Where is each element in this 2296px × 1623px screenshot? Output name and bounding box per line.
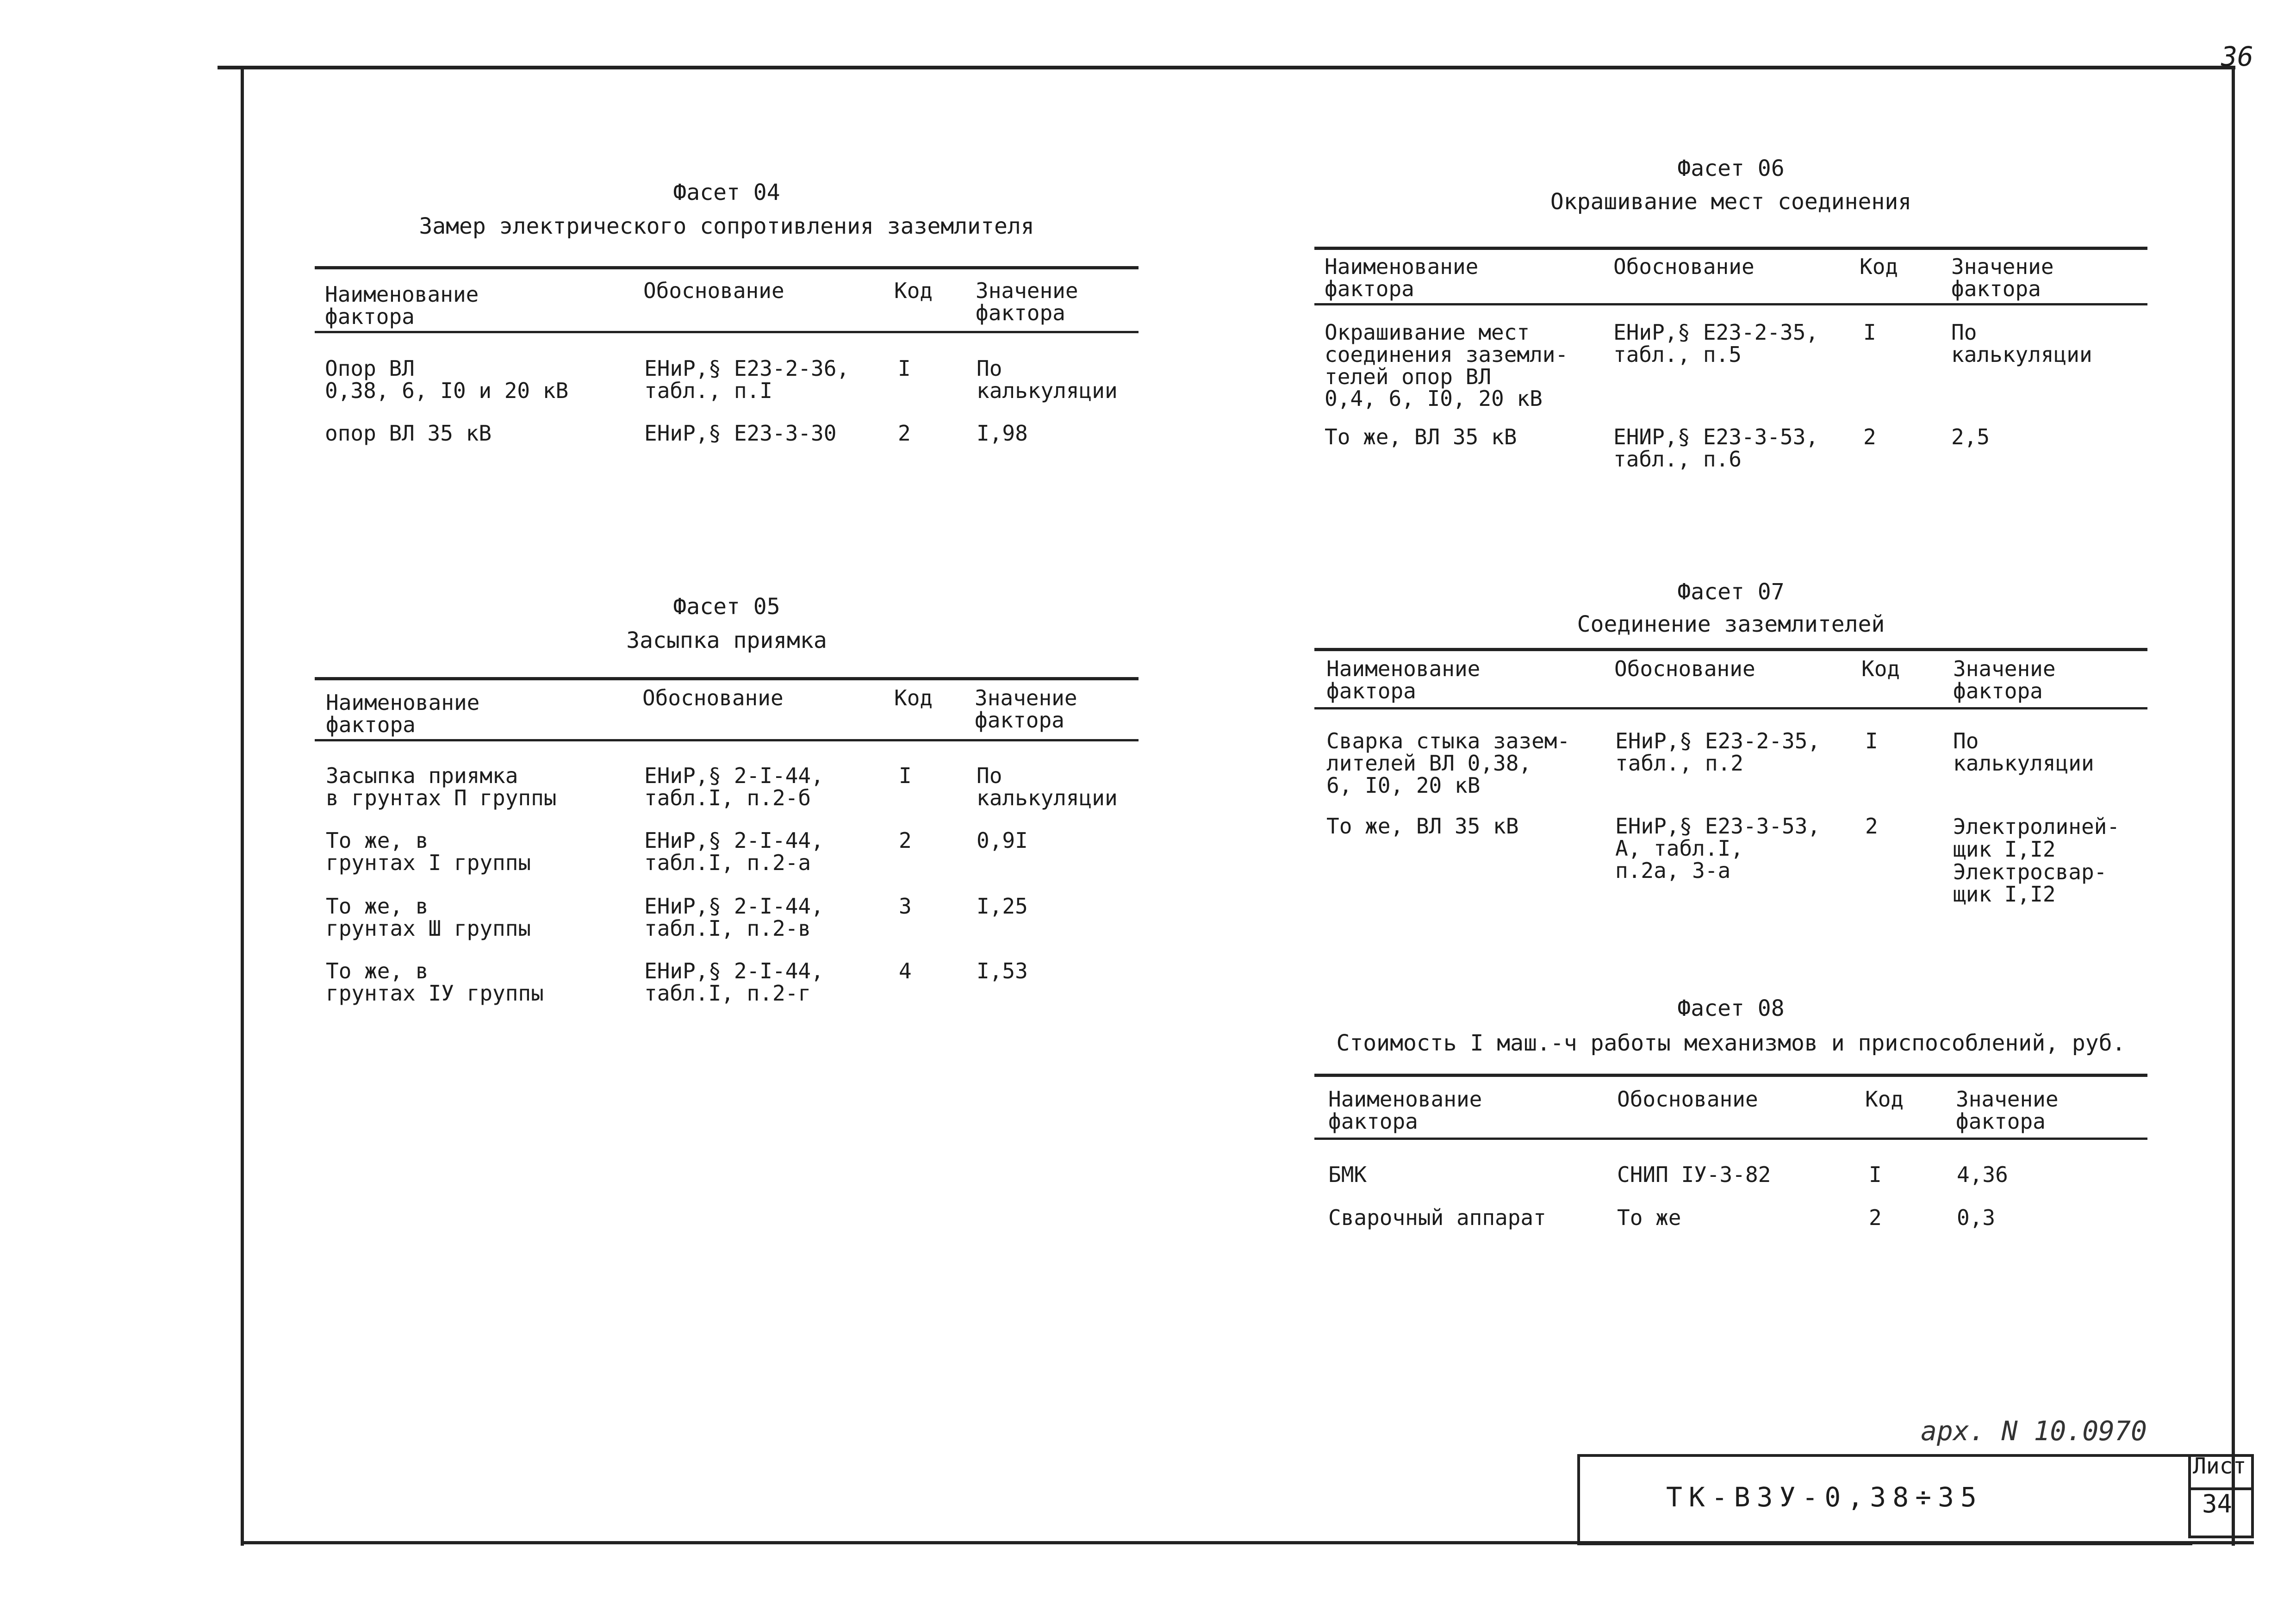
facet07-subtitle: Соединение заземлителей [1577,611,1885,637]
header-value: Значение фактора [1956,1087,2059,1134]
header-name: Наименование фактора [1328,1087,1482,1134]
facet05-title: Фасет 05 [673,594,780,620]
row-basis: ЕНиР,§ Е23-3-30 [644,421,837,446]
facet04-table [315,266,1139,460]
row-name: Сварка стыка зазем- лителей ВЛ 0,38, 6, I0, 20 кВ [1326,728,1570,798]
row-basis: ЕНиР,§ Е23-2-36, табл., п.I [644,356,850,403]
facet07-title: Фасет 07 [1677,579,1785,605]
page-number-top: 36 [2221,41,2253,72]
row-code: 4 [899,958,912,983]
row-name: Сварочный аппарат [1328,1205,1546,1230]
row-code: 2 [899,828,912,853]
facet08-table [1314,1074,2147,1250]
header-code: Код [1860,254,1898,279]
table-header-rule [1314,303,2147,305]
table-top-rule [1314,1074,2147,1077]
row-basis: ЕНиР,§ 2-I-44, табл.I, п.2-г [644,958,824,1006]
row-name: Окрашивание мест соединения заземли- телей опор ВЛ 0,4, 6, I0, 20 кВ [1325,320,1568,411]
sheet-number: 34 [2202,1489,2233,1518]
row-code: I [1863,320,1876,345]
facet06-subtitle: Окрашивание мест соединения [1550,189,1912,215]
facet06-title: Фасет 06 [1677,155,1785,181]
header-value: Значение фактора [1953,656,2056,703]
row-code: 2 [1863,424,1876,449]
row-basis: ЕНиР,§ Е23-3-53, А, табл.I, п.2а, 3-а [1615,814,1821,883]
facet06-table [1314,247,2147,487]
row-code: I [898,356,911,381]
header-basis: Обоснование [1614,656,1755,681]
row-value: I,53 [977,958,1028,983]
sheet-label: Лист [2193,1453,2246,1479]
frame-top-line [218,66,2235,69]
header-code: Код [894,685,933,710]
row-value: 0,9I [977,828,1028,853]
row-value: Электролиней- щик I,I2 Электросвар- щик I,I2 [1953,814,2120,907]
facet05-table [315,677,1139,1029]
table-top-rule [315,677,1139,680]
header-basis: Обоснование [642,685,784,710]
header-basis: Обоснование [1613,254,1755,279]
frame-right-line [2232,69,2235,1546]
row-basis: ЕНиР,§ 2-I-44, табл.I, п.2-б [644,763,824,810]
row-basis: ЕНиР,§ 2-I-44, табл.I, п.2-а [644,828,824,875]
table-header-rule [315,739,1139,741]
row-basis: То же [1617,1205,1681,1230]
archive-number: арх. N 10.0970 [1921,1415,2147,1447]
row-value: 2,5 [1951,424,1990,449]
facet04-title: Фасет 04 [673,180,780,205]
facet08-title: Фасет 08 [1677,995,1785,1021]
row-name: Опор ВЛ 0,38, 6, I0 и 20 кВ [325,356,569,403]
row-basis: ЕНиР,§ 2-I-44, табл.I, п.2-в [644,894,824,941]
row-name: БМК [1328,1162,1367,1187]
row-basis: СНИП IУ-3-82 [1617,1162,1771,1187]
row-value: I,98 [977,421,1028,446]
header-code: Код [1861,656,1900,681]
header-name: Наименование фактора [1326,656,1481,703]
row-name: опор ВЛ 35 кВ [325,421,492,446]
row-value: По калькуляции [977,763,1118,810]
table-header-rule [1314,707,2147,709]
table-header-rule [1314,1138,2147,1140]
header-name: Наименование фактора [1325,254,1479,301]
header-value: Значение фактора [975,685,1077,733]
row-name: То же, в грунтах IУ группы [326,958,544,1006]
row-name: То же, ВЛ 35 кВ [1326,814,1519,839]
facet04-subtitle: Замер электрического сопротивления заземлителя [419,213,1034,239]
row-basis: ЕНИР,§ Е23-3-53, табл., п.6 [1613,424,1819,472]
header-value: Значение фактора [1951,254,2054,301]
row-value: 0,3 [1957,1205,1996,1230]
header-code: Код [1865,1087,1904,1112]
row-code: I [1865,728,1878,753]
row-name: То же, в грунтах Ш группы [326,894,531,941]
row-value: По калькуляции [1951,320,2092,367]
row-code: 2 [1869,1205,1882,1230]
row-code: 2 [898,421,911,446]
table-top-rule [315,266,1139,269]
row-name: То же, в грунтах I группы [326,828,531,875]
facet07-table [1314,648,2147,935]
row-code: I [899,763,912,788]
facet05-subtitle: Засыпка приямка [626,628,827,653]
row-value: По калькуляции [1953,728,2094,776]
frame-left-line [241,69,244,1546]
row-value: 4,36 [1957,1162,2008,1187]
facet08-subtitle: Стоимость I маш.-ч работы механизмов и приспособлений, руб. [1336,1030,2126,1056]
row-code: 2 [1865,814,1878,839]
row-code: I [1869,1162,1882,1187]
document-code: ТК-ВЗУ-0,38÷35 [1666,1481,1983,1513]
table-top-rule [1314,648,2147,651]
row-name: Засыпка приямка в грунтах П группы [326,763,557,810]
row-basis: ЕНиР,§ Е23-2-35, табл., п.5 [1613,320,1819,367]
header-basis: Обоснование [643,278,784,303]
row-value: I,25 [977,894,1028,919]
row-basis: ЕНиР,§ Е23-2-35, табл., п.2 [1615,728,1821,776]
header-basis: Обоснование [1617,1087,1758,1112]
table-header-rule [315,331,1139,333]
header-code: Код [894,278,933,303]
header-name: Наименование фактора [325,282,479,329]
row-value: По калькуляции [977,356,1118,403]
row-name: То же, ВЛ 35 кВ [1325,424,1517,449]
header-value: Значение фактора [976,278,1078,325]
header-name: Наименование фактора [326,690,480,737]
table-top-rule [1314,247,2147,250]
row-code: 3 [899,894,912,919]
